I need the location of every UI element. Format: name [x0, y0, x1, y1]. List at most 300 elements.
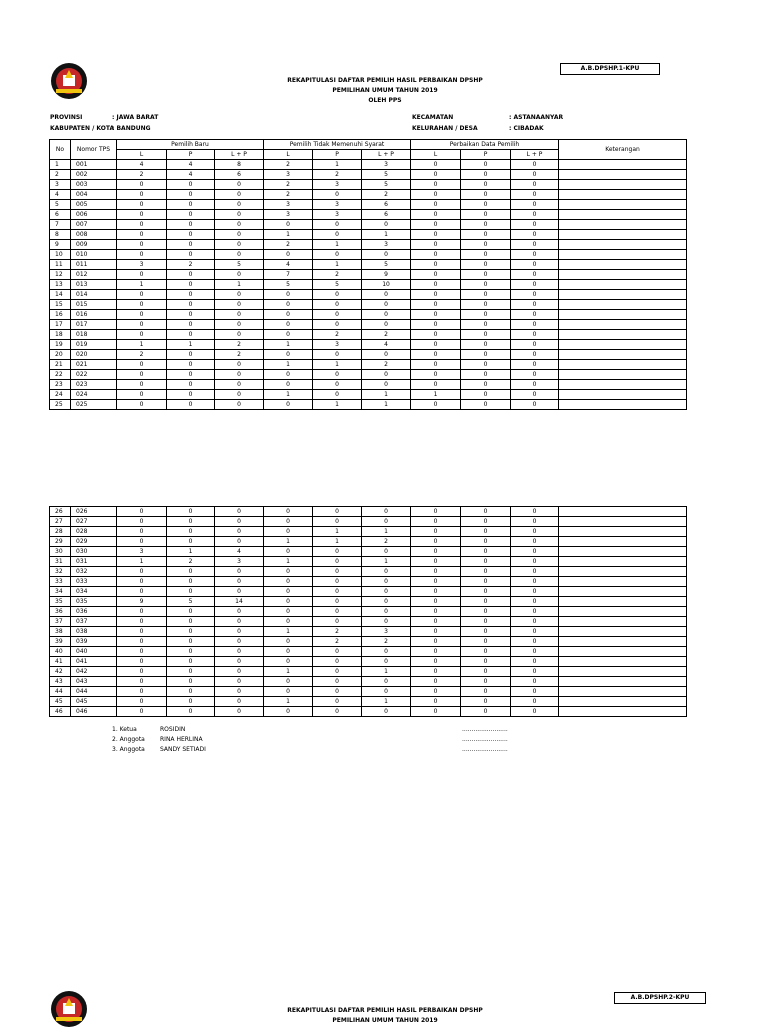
- table-row: [50, 607, 687, 617]
- cell-value: 0: [264, 577, 313, 587]
- cell-value: 0: [461, 597, 511, 607]
- cell-value: 9: [117, 597, 167, 607]
- cell-value: 0: [461, 687, 511, 697]
- cell-value: 0: [511, 260, 559, 270]
- cell-value: 0: [117, 200, 167, 210]
- cell-no: 43: [50, 677, 71, 687]
- cell-value: 0: [511, 310, 559, 320]
- cell-value: 0: [411, 657, 461, 667]
- cell-value: 0: [264, 310, 313, 320]
- cell-value: 0: [215, 667, 264, 677]
- cell-value: 0: [167, 370, 215, 380]
- cell-no: 39: [50, 637, 71, 647]
- cell-value: 1: [313, 240, 362, 250]
- cell-value: 0: [313, 370, 362, 380]
- cell-value: 0: [362, 547, 411, 557]
- table-row: [50, 310, 687, 320]
- cell-value: 0: [167, 220, 215, 230]
- header-lp: L + P: [215, 150, 264, 160]
- cell-value: 0: [167, 707, 215, 717]
- table-row: [50, 537, 687, 547]
- cell-value: 0: [511, 527, 559, 537]
- cell-value: 0: [167, 617, 215, 627]
- cell-value: 0: [362, 587, 411, 597]
- cell-tps: 033: [71, 577, 117, 587]
- cell-tps: 031: [71, 557, 117, 567]
- cell-value: 0: [264, 380, 313, 390]
- table-row: [50, 557, 687, 567]
- cell-value: 0: [362, 250, 411, 260]
- cell-value: 0: [411, 210, 461, 220]
- cell-value: 3: [362, 627, 411, 637]
- table-row: [50, 340, 687, 350]
- cell-value: 0: [411, 597, 461, 607]
- signature-block: [112, 725, 532, 755]
- header-l: L: [411, 150, 461, 160]
- table-row: [50, 260, 687, 270]
- cell-value: 0: [167, 330, 215, 340]
- cell-value: 0: [511, 270, 559, 280]
- header-lp: L + P: [362, 150, 411, 160]
- cell-tps: 029: [71, 537, 117, 547]
- cell-value: 0: [362, 617, 411, 627]
- cell-value: 0: [264, 547, 313, 557]
- cell-value: 0: [511, 190, 559, 200]
- cell-value: 0: [411, 230, 461, 240]
- cell-value: 0: [215, 370, 264, 380]
- table-row: [50, 400, 687, 410]
- cell-no: 15: [50, 300, 71, 310]
- cell-keterangan: [559, 687, 687, 697]
- cell-value: 5: [362, 170, 411, 180]
- cell-value: 0: [167, 320, 215, 330]
- cell-value: 0: [167, 210, 215, 220]
- cell-no: 46: [50, 707, 71, 717]
- cell-no: 41: [50, 657, 71, 667]
- cell-value: 0: [461, 360, 511, 370]
- cell-tps: 014: [71, 290, 117, 300]
- cell-value: 0: [461, 537, 511, 547]
- cell-keterangan: [559, 507, 687, 517]
- cell-value: 4: [167, 160, 215, 170]
- cell-value: 0: [511, 350, 559, 360]
- cell-tps: 019: [71, 340, 117, 350]
- cell-value: 0: [411, 557, 461, 567]
- cell-value: 0: [117, 667, 167, 677]
- cell-value: 0: [264, 687, 313, 697]
- cell-keterangan: [559, 320, 687, 330]
- cell-value: 2: [313, 627, 362, 637]
- cell-value: 0: [215, 250, 264, 260]
- cell-value: 0: [167, 250, 215, 260]
- cell-keterangan: [559, 647, 687, 657]
- cell-keterangan: [559, 160, 687, 170]
- cell-value: 1: [264, 390, 313, 400]
- table-row: [50, 160, 687, 170]
- cell-value: 0: [461, 280, 511, 290]
- cell-value: 0: [461, 390, 511, 400]
- cell-value: 0: [511, 300, 559, 310]
- cell-value: 1: [411, 390, 461, 400]
- cell-value: 1: [264, 667, 313, 677]
- cell-no: 33: [50, 577, 71, 587]
- cell-value: 0: [167, 587, 215, 597]
- cell-value: 2: [167, 260, 215, 270]
- cell-value: 2: [313, 330, 362, 340]
- cell-value: 0: [362, 290, 411, 300]
- cell-value: 1: [264, 230, 313, 240]
- cell-tps: 026: [71, 507, 117, 517]
- document-title: REKAPITULASI DAFTAR PEMILIH HASIL PERBAIKAN DPSHP: [287, 77, 483, 84]
- cell-value: 5: [362, 260, 411, 270]
- cell-value: 1: [313, 537, 362, 547]
- cell-value: 0: [362, 370, 411, 380]
- cell-tps: 017: [71, 320, 117, 330]
- cell-tps: 036: [71, 607, 117, 617]
- cell-value: 0: [511, 170, 559, 180]
- cell-value: 0: [117, 647, 167, 657]
- cell-value: 0: [411, 567, 461, 577]
- cell-value: 0: [215, 290, 264, 300]
- cell-value: 0: [117, 180, 167, 190]
- table-row: [50, 270, 687, 280]
- cell-keterangan: [559, 330, 687, 340]
- cell-value: 0: [461, 507, 511, 517]
- form-code-box: A.B.DPSHP.1-KPU: [560, 63, 660, 75]
- cell-value: 0: [167, 400, 215, 410]
- cell-value: 2: [264, 180, 313, 190]
- cell-value: 0: [461, 200, 511, 210]
- cell-value: 0: [461, 340, 511, 350]
- cell-value: 0: [264, 350, 313, 360]
- cell-value: 0: [117, 637, 167, 647]
- table-row: [50, 190, 687, 200]
- signature-row: [112, 725, 532, 735]
- cell-value: 0: [167, 180, 215, 190]
- cell-value: 0: [461, 210, 511, 220]
- cell-value: 0: [411, 637, 461, 647]
- cell-value: 0: [411, 587, 461, 597]
- cell-no: 36: [50, 607, 71, 617]
- cell-value: 0: [461, 527, 511, 537]
- cell-value: 0: [461, 627, 511, 637]
- cell-value: 0: [411, 300, 461, 310]
- table-row: [50, 567, 687, 577]
- cell-keterangan: [559, 310, 687, 320]
- cell-value: 0: [215, 310, 264, 320]
- cell-value: 0: [362, 647, 411, 657]
- cell-no: 7: [50, 220, 71, 230]
- cell-value: 2: [264, 160, 313, 170]
- cell-keterangan: [559, 190, 687, 200]
- cell-no: 11: [50, 260, 71, 270]
- table-row: [50, 350, 687, 360]
- cell-value: 0: [167, 517, 215, 527]
- cell-value: 0: [117, 507, 167, 517]
- cell-keterangan: [559, 170, 687, 180]
- cell-value: 0: [117, 220, 167, 230]
- cell-no: 16: [50, 310, 71, 320]
- cell-keterangan: [559, 587, 687, 597]
- cell-tps: 010: [71, 250, 117, 260]
- cell-tps: 013: [71, 280, 117, 290]
- cell-value: 0: [362, 597, 411, 607]
- cell-tps: 032: [71, 567, 117, 577]
- cell-value: 2: [264, 240, 313, 250]
- cell-value: 0: [117, 707, 167, 717]
- cell-value: 0: [411, 190, 461, 200]
- cell-value: 0: [461, 250, 511, 260]
- header-pemilih-tms: Pemilih Tidak Memenuhi Syarat: [264, 140, 411, 150]
- cell-value: 1: [313, 527, 362, 537]
- cell-value: 0: [411, 310, 461, 320]
- table-row: [50, 647, 687, 657]
- table-row: [50, 300, 687, 310]
- cell-value: 0: [215, 697, 264, 707]
- table-row: [50, 180, 687, 190]
- cell-value: 0: [411, 537, 461, 547]
- cell-value: 0: [362, 517, 411, 527]
- cell-value: 0: [461, 160, 511, 170]
- cell-value: 0: [411, 250, 461, 260]
- cell-value: 0: [117, 567, 167, 577]
- cell-value: 1: [362, 230, 411, 240]
- cell-tps: 041: [71, 657, 117, 667]
- cell-value: 0: [313, 657, 362, 667]
- cell-value: 1: [313, 260, 362, 270]
- cell-value: 0: [215, 380, 264, 390]
- provinsi-value: : JAWA BARAT: [112, 114, 159, 121]
- cell-value: 0: [167, 290, 215, 300]
- cell-value: 0: [117, 190, 167, 200]
- cell-tps: 006: [71, 210, 117, 220]
- cell-value: 5: [215, 260, 264, 270]
- cell-value: 0: [167, 687, 215, 697]
- cell-value: 0: [511, 547, 559, 557]
- cell-keterangan: [559, 350, 687, 360]
- cell-no: 44: [50, 687, 71, 697]
- table-row: [50, 527, 687, 537]
- cell-value: 0: [167, 240, 215, 250]
- cell-value: 0: [117, 627, 167, 637]
- cell-value: 0: [117, 360, 167, 370]
- table-row: [50, 667, 687, 677]
- header-p: P: [461, 150, 511, 160]
- cell-tps: 008: [71, 230, 117, 240]
- cell-value: 1: [167, 340, 215, 350]
- table-row: [50, 250, 687, 260]
- form-code-box-page2: A.B.DPSHP.2-KPU: [614, 992, 706, 1004]
- cell-value: 0: [264, 677, 313, 687]
- cell-value: 0: [313, 310, 362, 320]
- cell-value: 0: [461, 300, 511, 310]
- cell-value: 1: [264, 360, 313, 370]
- cell-keterangan: [559, 390, 687, 400]
- cell-value: 0: [511, 507, 559, 517]
- cell-value: 0: [117, 527, 167, 537]
- cell-value: 4: [264, 260, 313, 270]
- cell-value: 0: [511, 290, 559, 300]
- header-perbaikan-data: Perbaikan Data Pemilih: [411, 140, 559, 150]
- cell-no: 9: [50, 240, 71, 250]
- cell-value: 0: [313, 220, 362, 230]
- cell-value: 2: [362, 190, 411, 200]
- cell-value: 0: [362, 380, 411, 390]
- cell-value: 0: [313, 697, 362, 707]
- cell-value: 0: [117, 330, 167, 340]
- header-p: P: [313, 150, 362, 160]
- cell-keterangan: [559, 637, 687, 647]
- cell-value: 1: [264, 557, 313, 567]
- table-row: [50, 290, 687, 300]
- signature-name: RINA HERLINA: [160, 736, 203, 743]
- cell-value: 1: [167, 547, 215, 557]
- cell-value: 8: [215, 160, 264, 170]
- cell-value: 0: [264, 400, 313, 410]
- cell-value: 0: [411, 607, 461, 617]
- cell-value: 0: [264, 300, 313, 310]
- cell-value: 0: [215, 360, 264, 370]
- cell-value: 0: [461, 517, 511, 527]
- header-l: L: [117, 150, 167, 160]
- cell-value: 0: [411, 270, 461, 280]
- cell-value: 0: [167, 350, 215, 360]
- cell-value: 0: [264, 587, 313, 597]
- cell-value: 2: [362, 537, 411, 547]
- cell-value: 0: [117, 370, 167, 380]
- cell-tps: 024: [71, 390, 117, 400]
- cell-value: 0: [264, 657, 313, 667]
- cell-value: 0: [215, 647, 264, 657]
- cell-value: 0: [411, 340, 461, 350]
- cell-value: 0: [264, 567, 313, 577]
- table-row: [50, 240, 687, 250]
- cell-value: 0: [215, 657, 264, 667]
- cell-no: 19: [50, 340, 71, 350]
- cell-value: 0: [411, 180, 461, 190]
- cell-value: 0: [461, 260, 511, 270]
- cell-tps: 045: [71, 697, 117, 707]
- cell-value: 0: [167, 380, 215, 390]
- cell-value: 0: [117, 577, 167, 587]
- header-lp: L + P: [511, 150, 559, 160]
- cell-value: 5: [264, 280, 313, 290]
- table-row: [50, 370, 687, 380]
- cell-value: 0: [362, 607, 411, 617]
- cell-value: 0: [215, 320, 264, 330]
- header-p: P: [167, 150, 215, 160]
- cell-value: 0: [215, 390, 264, 400]
- cell-value: 1: [215, 280, 264, 290]
- cell-value: 0: [264, 220, 313, 230]
- cell-value: 1: [362, 667, 411, 677]
- cell-tps: 034: [71, 587, 117, 597]
- cell-value: 0: [167, 667, 215, 677]
- cell-value: 0: [511, 627, 559, 637]
- cell-value: 0: [215, 180, 264, 190]
- cell-value: 0: [511, 320, 559, 330]
- cell-no: 29: [50, 537, 71, 547]
- cell-value: 0: [411, 360, 461, 370]
- cell-keterangan: [559, 677, 687, 687]
- cell-value: 0: [215, 200, 264, 210]
- cell-keterangan: [559, 400, 687, 410]
- cell-value: 7: [264, 270, 313, 280]
- cell-value: 3: [313, 210, 362, 220]
- cell-value: 2: [313, 637, 362, 647]
- cell-value: 0: [511, 667, 559, 677]
- cell-value: 0: [511, 180, 559, 190]
- kecamatan-label: KECAMATAN: [412, 114, 454, 121]
- cell-tps: 021: [71, 360, 117, 370]
- cell-keterangan: [559, 210, 687, 220]
- recap-table-part1: [49, 139, 687, 410]
- kabupaten-label: KABUPATEN / KOTA: [50, 125, 115, 132]
- header-nomor-tps: Nomor TPS: [71, 140, 117, 160]
- document-subtitle-pps: OLEH PPS: [368, 97, 402, 104]
- cell-value: 0: [411, 170, 461, 180]
- cell-value: 0: [511, 250, 559, 260]
- cell-value: 5: [362, 180, 411, 190]
- cell-no: 20: [50, 350, 71, 360]
- cell-value: 0: [167, 270, 215, 280]
- cell-value: 3: [362, 240, 411, 250]
- cell-value: 1: [264, 340, 313, 350]
- cell-tps: 040: [71, 647, 117, 657]
- cell-value: 14: [215, 597, 264, 607]
- cell-value: 1: [362, 557, 411, 567]
- cell-keterangan: [559, 200, 687, 210]
- cell-tps: 025: [71, 400, 117, 410]
- cell-no: 30: [50, 547, 71, 557]
- cell-tps: 044: [71, 687, 117, 697]
- cell-value: 0: [117, 697, 167, 707]
- cell-value: 3: [313, 180, 362, 190]
- kecamatan-value: : ASTANAANYAR: [509, 114, 564, 121]
- cell-tps: 015: [71, 300, 117, 310]
- signature-role: 2. Anggota: [112, 736, 145, 743]
- cell-value: 0: [511, 370, 559, 380]
- cell-tps: 030: [71, 547, 117, 557]
- cell-value: 3: [117, 547, 167, 557]
- cell-value: 0: [461, 270, 511, 280]
- cell-value: 0: [215, 300, 264, 310]
- cell-value: 0: [511, 360, 559, 370]
- cell-value: 0: [313, 557, 362, 567]
- cell-tps: 027: [71, 517, 117, 527]
- table-row: [50, 380, 687, 390]
- cell-value: 0: [511, 637, 559, 647]
- cell-value: 0: [411, 200, 461, 210]
- cell-keterangan: [559, 300, 687, 310]
- table-body-part1: [50, 160, 687, 410]
- provinsi-label: PROVINSI: [50, 114, 83, 121]
- table-row: [50, 200, 687, 210]
- cell-value: 0: [264, 707, 313, 717]
- cell-no: 38: [50, 627, 71, 637]
- cell-value: 0: [313, 577, 362, 587]
- signature-sign: ........................: [462, 736, 508, 743]
- cell-value: 0: [511, 677, 559, 687]
- cell-keterangan: [559, 360, 687, 370]
- table-row: [50, 210, 687, 220]
- cell-value: 0: [313, 587, 362, 597]
- table-row: [50, 507, 687, 517]
- cell-value: 0: [117, 380, 167, 390]
- recap-table-part2: [49, 506, 687, 717]
- cell-value: 0: [313, 250, 362, 260]
- cell-value: 0: [411, 617, 461, 627]
